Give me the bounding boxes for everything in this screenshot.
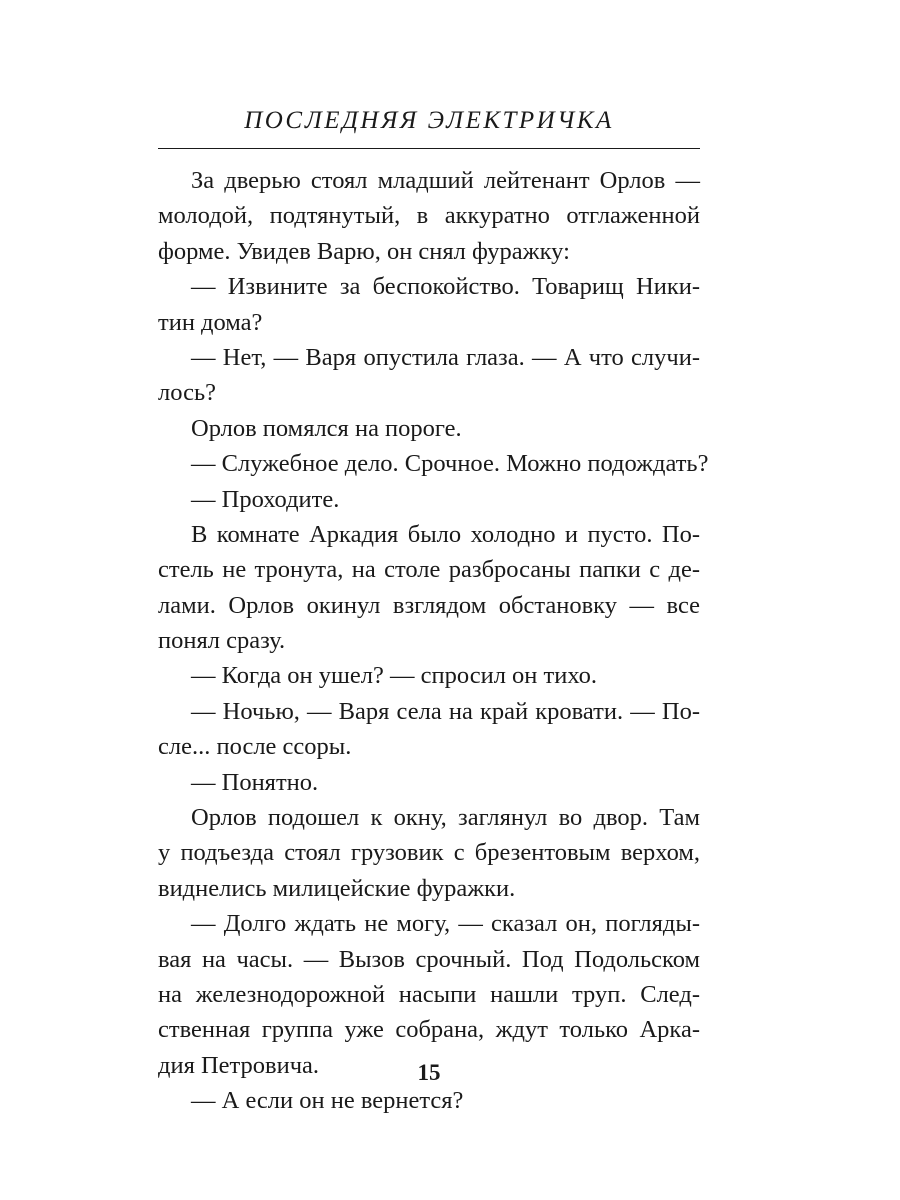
text-line: — Когда он ушел? — спросил он тихо. <box>191 662 598 690</box>
text-line: на железнодорожной насыпи нашли труп. След- <box>158 980 700 1008</box>
page-body-text <box>158 163 709 1119</box>
text-line: лами. Орлов окинул взглядом обстановку — все <box>158 591 700 619</box>
text-line: За дверью стоял младший лейтенант Орлов — <box>191 167 700 194</box>
text-line: — Извините за беспокойство. Товарищ Ники- <box>191 273 700 301</box>
text-line: виднелись милицейские фуражки. <box>158 874 516 902</box>
text-line: молодой, подтянутый, в аккуратно отглаженной <box>158 202 700 230</box>
page-number: 15 <box>417 1060 441 1085</box>
text-line: Орлов подошел к окну, заглянул во двор. Там <box>191 804 700 832</box>
text-line: — Долго ждать не могу, — сказал он, погляды- <box>191 910 700 938</box>
text-line: — Ночью, — Варя села на край кровати. — По- <box>191 697 700 725</box>
running-head-title: ПОСЛЕДНЯЯ ЭЛЕКТРИЧКА <box>244 107 614 134</box>
header-rule <box>158 148 700 149</box>
text-line: дия Петровича. <box>158 1051 320 1079</box>
text-line: — А если он не вернется? <box>191 1087 464 1115</box>
text-line: Орлов помялся на пороге. <box>191 414 462 442</box>
text-line: форме. Увидев Варю, он снял фуражку: <box>158 237 570 265</box>
text-line: вая на часы. — Вызов срочный. Под Подольском <box>158 945 700 973</box>
text-line: тин дома? <box>158 308 263 336</box>
text-line: — Проходите. <box>191 485 340 513</box>
text-line: сле... после ссоры. <box>158 733 352 761</box>
text-line: — Нет, — Варя опустила глаза. — А что случи- <box>191 343 700 371</box>
text-line: лось? <box>158 379 217 407</box>
text-line: В комнате Аркадия было холодно и пусто. По- <box>191 520 700 548</box>
text-line: стель не тронута, на столе разбросаны папки с де- <box>158 556 700 584</box>
text-line: у подъезда стоял грузовик с брезентовым верхом, <box>158 839 700 867</box>
text-line: ственная группа уже собрана, ждут только Арка- <box>158 1016 700 1044</box>
text-line: — Понятно. <box>191 768 319 796</box>
text-line: понял сразу. <box>158 627 286 655</box>
text-line: — Служебное дело. Срочное. Можно подождать? <box>191 450 709 478</box>
